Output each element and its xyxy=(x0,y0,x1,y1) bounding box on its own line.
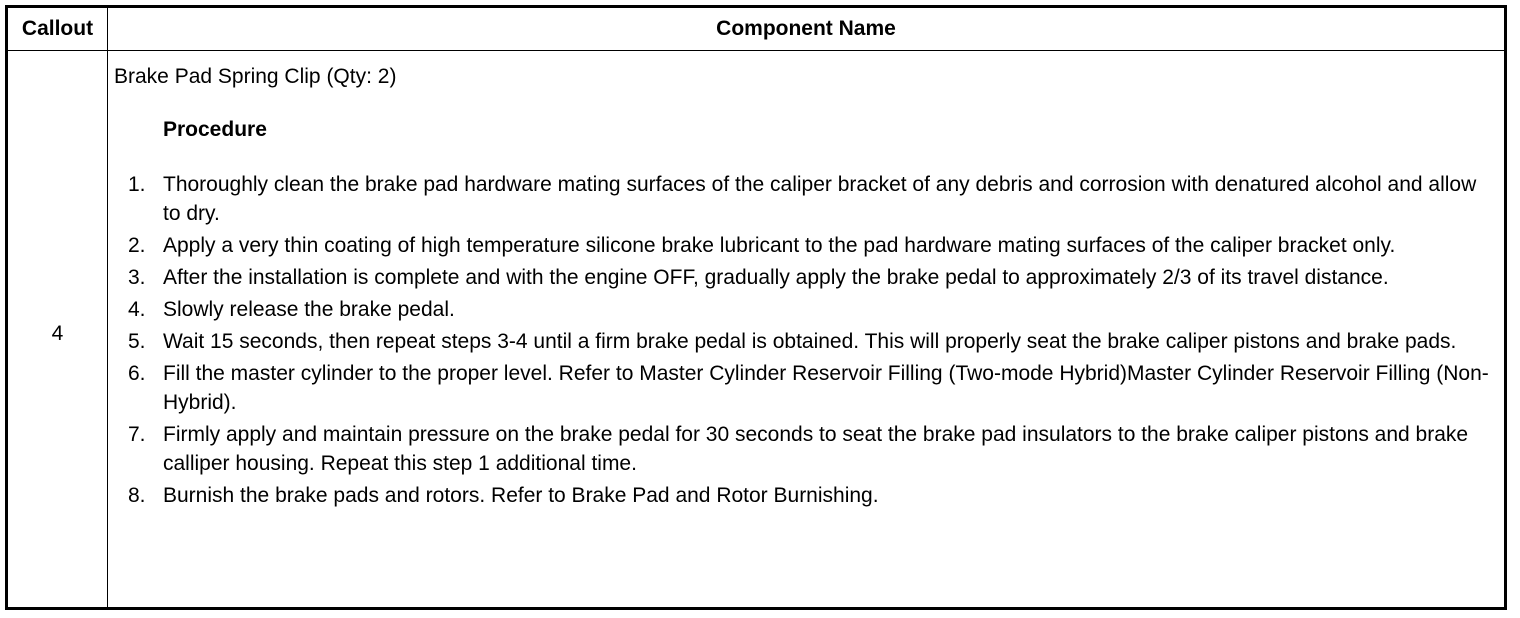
step-number: 1. xyxy=(128,173,146,196)
step-number: 8. xyxy=(128,484,146,507)
procedure-step xyxy=(114,295,1496,324)
step-number: 4. xyxy=(128,298,146,321)
procedure-step xyxy=(114,170,1496,228)
step-text: After the installation is complete and with the engine OFF, gradually apply the brake pedal to approximately 2/3 of its travel distance. xyxy=(163,266,1389,289)
step-text: Wait 15 seconds, then repeat steps 3-4 until a firm brake pedal is obtained. This will properly seat the brake caliper pistons and brake pads. xyxy=(163,330,1457,353)
procedure-step xyxy=(114,481,1496,510)
component-table xyxy=(7,7,1505,608)
step-text: Apply a very thin coating of high temperature silicone brake lubricant to the pad hardware mating surfaces of the caliper bracket only. xyxy=(163,234,1396,257)
header-callout: Callout xyxy=(8,8,108,51)
step-text: Fill the master cylinder to the proper level. Refer to Master Cylinder Reservoir Filling (Two-mode Hybrid)Master Cylinder Reservoir Filling (Non-Hybrid). xyxy=(163,362,1489,414)
header-component-name: Component Name xyxy=(108,8,1505,51)
component-cell xyxy=(108,51,1505,608)
procedure-step xyxy=(114,231,1496,260)
procedure-heading: Procedure xyxy=(163,118,267,141)
table-header-row xyxy=(8,8,1505,51)
step-text: Thoroughly clean the brake pad hardware mating surfaces of the caliper bracket of any debris and corrosion with denatured alcohol and allow to dry. xyxy=(163,173,1477,225)
step-number: 6. xyxy=(128,362,146,385)
procedure-step xyxy=(114,263,1496,292)
step-text: Firmly apply and maintain pressure on the brake pedal for 30 seconds to seat the brake pad insulators to the brake caliper pistons and brake calliper housing. Repeat this step 1 additional time. xyxy=(163,423,1469,475)
step-number: 2. xyxy=(128,234,146,257)
table-row xyxy=(8,51,1505,608)
procedure-steps xyxy=(114,170,1496,510)
procedure-step xyxy=(114,420,1496,478)
procedure-step xyxy=(114,327,1496,356)
step-text: Slowly release the brake pedal. xyxy=(163,298,455,321)
step-number: 7. xyxy=(128,423,146,446)
component-table-frame xyxy=(5,5,1507,610)
component-name: Brake Pad Spring Clip (Qty: 2) xyxy=(114,65,397,88)
callout-number: 4 xyxy=(8,51,108,608)
step-text: Burnish the brake pads and rotors. Refer to Brake Pad and Rotor Burnishing. xyxy=(163,484,879,507)
procedure-step xyxy=(114,359,1496,417)
step-number: 3. xyxy=(128,266,146,289)
step-number: 5. xyxy=(128,330,146,353)
